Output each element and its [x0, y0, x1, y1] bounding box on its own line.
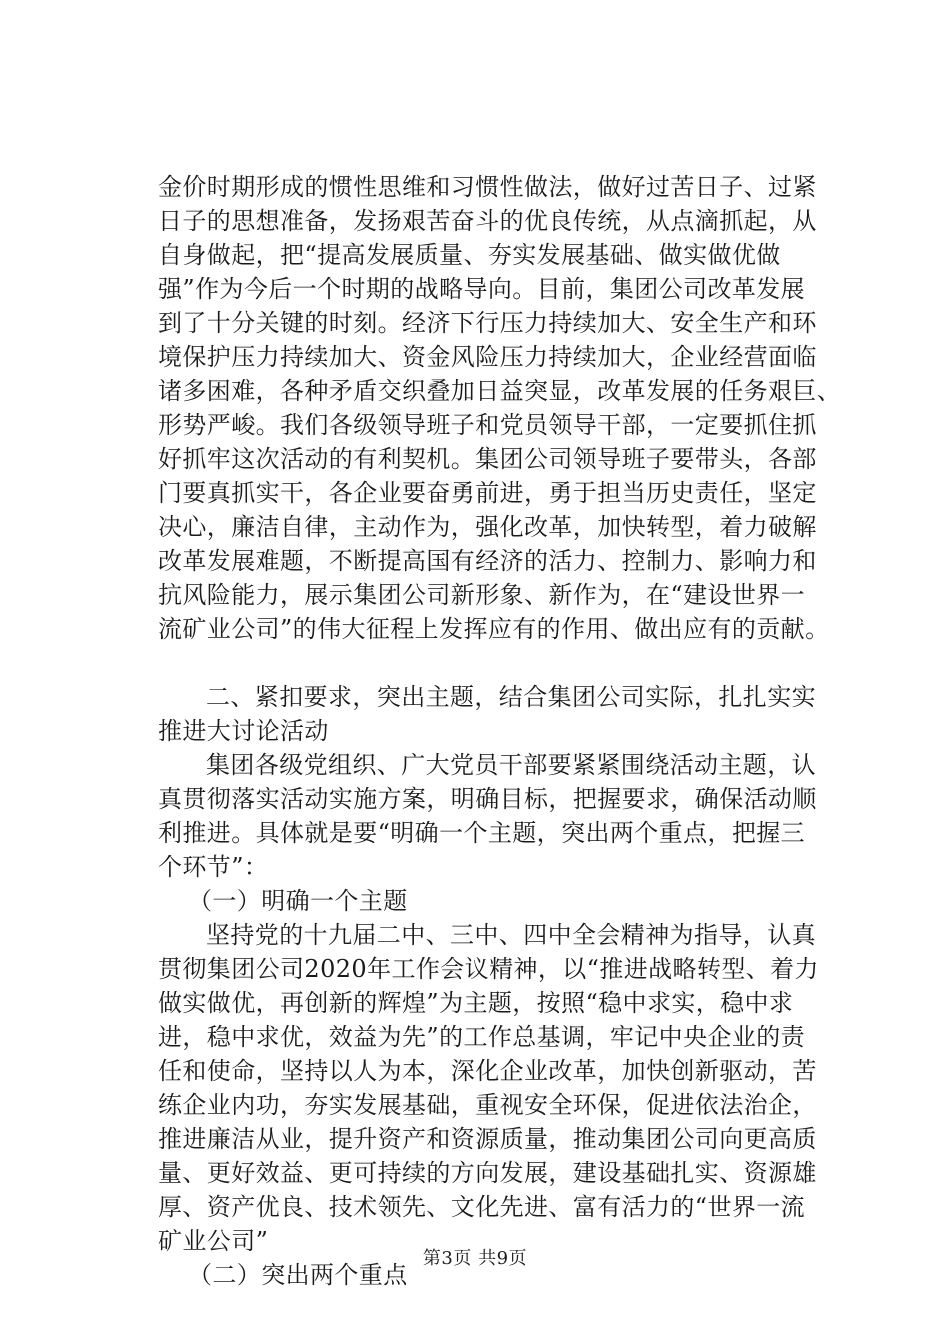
text-line: 推进廉洁从业，提升资产和资源质量，推动集团公司向更高质 — [158, 1125, 817, 1153]
text-line: 强”作为今后一个时期的战略导向。目前，集团公司改革发展 — [158, 275, 806, 303]
text-line: 进，稳中求优，效益为先”的工作总基调，牢记中央企业的责 — [158, 1023, 806, 1051]
text-line: 做实做优，再创新的辉煌”为主题，按照“稳中求实，稳中求 — [158, 989, 794, 1017]
text-line: 金价时期形成的惯性思维和习惯性做法，做好过苦日子、过紧 — [158, 173, 817, 201]
section-heading-2 — [158, 680, 858, 748]
paragraph-1 — [158, 170, 858, 646]
text-line: 境保护压力持续加大、资金风险压力持续加大，企业经营面临 — [158, 343, 817, 371]
document-body — [158, 170, 858, 1292]
text-line: 真贯彻落实活动实施方案，明确目标，把握要求，确保活动顺 — [158, 785, 817, 813]
text-line: 练企业内功，夯实发展基础，重视安全环保，促进依法治企， — [158, 1091, 817, 1119]
text-line: 矿业公司” — [158, 1227, 269, 1255]
text-line: 利推进。具体就是要“明确一个主题，突出两个重点，把握三 — [158, 819, 806, 847]
text-line: 到了十分关键的时刻。经济下行压力持续加大、安全生产和环 — [158, 309, 817, 337]
subheading-2: （二）突出两个重点 — [188, 1261, 408, 1289]
text-line: 抗风险能力，展示集团公司新形象、新作为，在“建设世界一 — [158, 581, 806, 609]
text-line: 门要真抓实干，各企业要奋勇前进，勇于担当历史责任，坚定 — [158, 479, 817, 507]
text-line: 坚持党的十九届二中、三中、四中全会精神为指导，认真 — [206, 921, 816, 949]
text-line: 厚、资产优良、技术领先、文化先进、富有活力的“世界一流 — [158, 1193, 806, 1221]
subheading-1: （一）明确一个主题 — [188, 887, 408, 915]
page-footer: 第3页 共9页 — [422, 1248, 528, 1269]
paragraph-3 — [158, 918, 858, 1258]
text-line: 改革发展难题，不断提高国有经济的活力、控制力、影响力和 — [158, 547, 817, 575]
heading-line: 推进大讨论活动 — [158, 717, 329, 745]
text-line: 贯彻集团公司2020年工作会议精神，以“推进战略转型、着力 — [158, 955, 819, 983]
text-line: 好抓牢这次活动的有利契机。集团公司领导班子要带头，各部 — [158, 445, 817, 473]
text-line: 日子的思想准备，发扬艰苦奋斗的优良传统，从点滴抓起，从 — [158, 207, 817, 235]
text-line: 诸多困难，各种矛盾交织叠加日益突显，改革发展的任务艰巨、 — [158, 377, 842, 405]
text-line: 量、更好效益、更可持续的方向发展，建设基础扎实、资源雄 — [158, 1159, 817, 1187]
paragraph-2 — [158, 748, 858, 884]
text-line: 任和使命，坚持以人为本，深化企业改革，加快创新驱动，苦 — [158, 1057, 817, 1085]
text-line: 个环节”： — [158, 853, 269, 881]
text-line: 流矿业公司”的伟大征程上发挥应有的作用、做出应有的贡献。 — [158, 615, 830, 643]
text-line: 形势严峻。我们各级领导班子和党员领导干部，一定要抓住抓 — [158, 411, 817, 439]
paragraph-gap — [158, 646, 858, 680]
text-line: 自身做起，把“提高发展质量、夯实发展基础、做实做优做 — [158, 241, 781, 269]
heading-line: 二、紧扣要求，突出主题，结合集团公司实际，扎扎实实 — [206, 683, 816, 711]
text-line: 决心，廉洁自律，主动作为，强化改革，加快转型，着力破解 — [158, 513, 817, 541]
text-line: 集团各级党组织、广大党员干部要紧紧围绕活动主题，认 — [206, 751, 816, 779]
